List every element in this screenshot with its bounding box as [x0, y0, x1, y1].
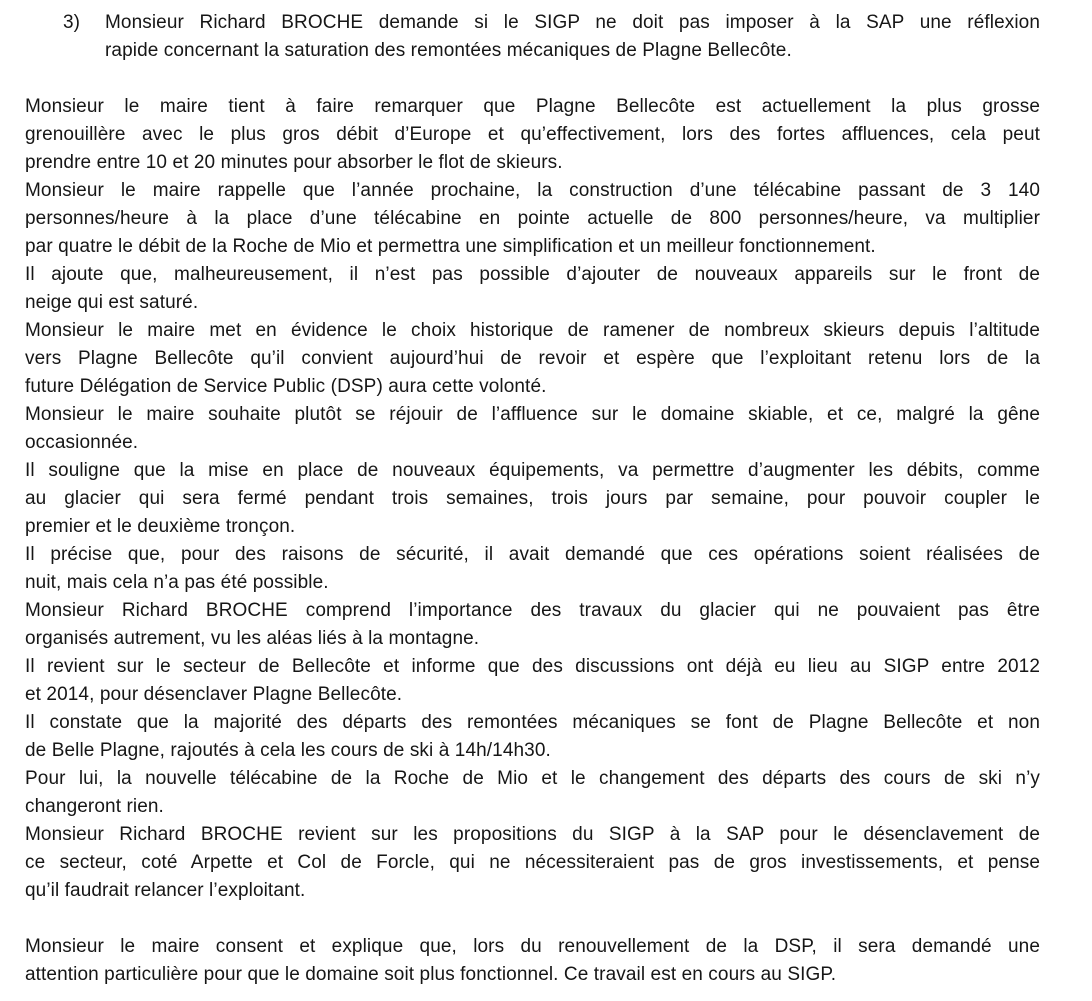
text-line: organisés autrement, vu les aléas liés à la montagne. [25, 628, 480, 649]
paragraph [25, 765, 1040, 821]
text-line: Pour lui, la nouvelle télécabine de la Roche de Mio et le changement des départs des cours de ski n’y [25, 768, 1040, 789]
text-line: et 2014, pour désenclaver Plagne Bellecôte. [25, 684, 403, 705]
paragraph [25, 93, 1040, 177]
text-line: Monsieur le maire rappelle que l’année prochaine, la construction d’une télécabine passant de 3 140 [25, 180, 1040, 201]
text-line: Monsieur le maire tient à faire remarquer que Plagne Bellecôte est actuellement la plus grosse [25, 96, 1040, 117]
paragraph [25, 317, 1040, 401]
text-line: de Belle Plagne, rajoutés à cela les cours de ski à 14h/14h30. [25, 740, 551, 761]
text-line: Il précise que, pour des raisons de sécurité, il avait demandé que ces opérations soient réalisées de [25, 544, 1040, 565]
paragraph [25, 541, 1040, 597]
text-line: par quatre le débit de la Roche de Mio et permettra une simplification et un meilleur fonctionnement. [25, 236, 876, 257]
text-line: Il ajoute que, malheureusement, il n’est pas possible d’ajouter de nouveaux appareils sur le front de [25, 264, 1040, 285]
text-line: rapide concernant la saturation des remontées mécaniques de Plagne Bellecôte. [105, 40, 792, 61]
text-line: premier et le deuxième tronçon. [25, 516, 296, 537]
paragraph [25, 709, 1040, 765]
paragraph [25, 821, 1040, 905]
text-line: nuit, mais cela n’a pas été possible. [25, 572, 329, 593]
text-line: prendre entre 10 et 20 minutes pour absorber le flot de skieurs. [25, 152, 563, 173]
text-line: Monsieur le maire consent et explique que, lors du renouvellement de la DSP, il sera demandé une [25, 936, 1040, 957]
list-item-number: 3) [63, 12, 80, 33]
text-line: Monsieur le maire met en évidence le choix historique de ramener de nombreux skieurs depuis l’altitude [25, 320, 1040, 341]
paragraph [25, 177, 1040, 261]
text-line: qu’il faudrait relancer l’exploitant. [25, 880, 306, 901]
text-line: occasionnée. [25, 432, 139, 453]
text-line: Il constate que la majorité des départs des remontées mécaniques se font de Plagne Bellecôte et non [25, 712, 1040, 733]
text-line: personnes/heure à la place d’une télécabine en pointe actuelle de 800 personnes/heure, va multiplier [25, 208, 1040, 229]
text-line: au glacier qui sera fermé pendant trois semaines, trois jours par semaine, pour pouvoir coupler le [25, 488, 1040, 509]
text-line: Monsieur Richard BROCHE demande si le SIGP ne doit pas imposer à la SAP une réflexion [105, 12, 1040, 33]
text-line: changeront rien. [25, 796, 164, 817]
text-line: Monsieur le maire souhaite plutôt se réjouir de l’affluence sur le domaine skiable, et ce, malgré la gêne [25, 404, 1040, 425]
text-line: future Délégation de Service Public (DSP) aura cette volonté. [25, 376, 547, 397]
paragraph [25, 933, 1040, 989]
text-line: attention particulière pour que le domaine soit plus fonctionnel. Ce travail est en cours au SIGP. [25, 964, 837, 985]
text-line: Monsieur Richard BROCHE comprend l’importance des travaux du glacier qui ne pouvaient pas être [25, 600, 1040, 621]
text-line: vers Plagne Bellecôte qu’il convient aujourd’hui de revoir et espère que l’exploitant retenu lors de la [25, 348, 1040, 369]
paragraph [25, 401, 1040, 457]
paragraph [25, 597, 1040, 653]
document-body [25, 9, 1040, 989]
text-line: grenouillère avec le plus gros débit d’Europe et qu’effectivement, lors des fortes affluences, cela peut [25, 124, 1040, 145]
text-line: Monsieur Richard BROCHE revient sur les propositions du SIGP à la SAP pour le désenclavement de [25, 824, 1040, 845]
paragraph [25, 261, 1040, 317]
text-line: Il souligne que la mise en place de nouveaux équipements, va permettre d’augmenter les débits, comme [25, 460, 1040, 481]
text-line: ce secteur, coté Arpette et Col de Forcle, qui ne nécessiteraient pas de gros investissements, et pense [25, 852, 1040, 873]
text-line: neige qui est saturé. [25, 292, 199, 313]
paragraph [25, 457, 1040, 541]
paragraph [25, 653, 1040, 709]
text-line: Il revient sur le secteur de Bellecôte et informe que des discussions ont déjà eu lieu au SIGP entre 2012 [25, 656, 1040, 677]
numbered-item [25, 9, 1040, 65]
